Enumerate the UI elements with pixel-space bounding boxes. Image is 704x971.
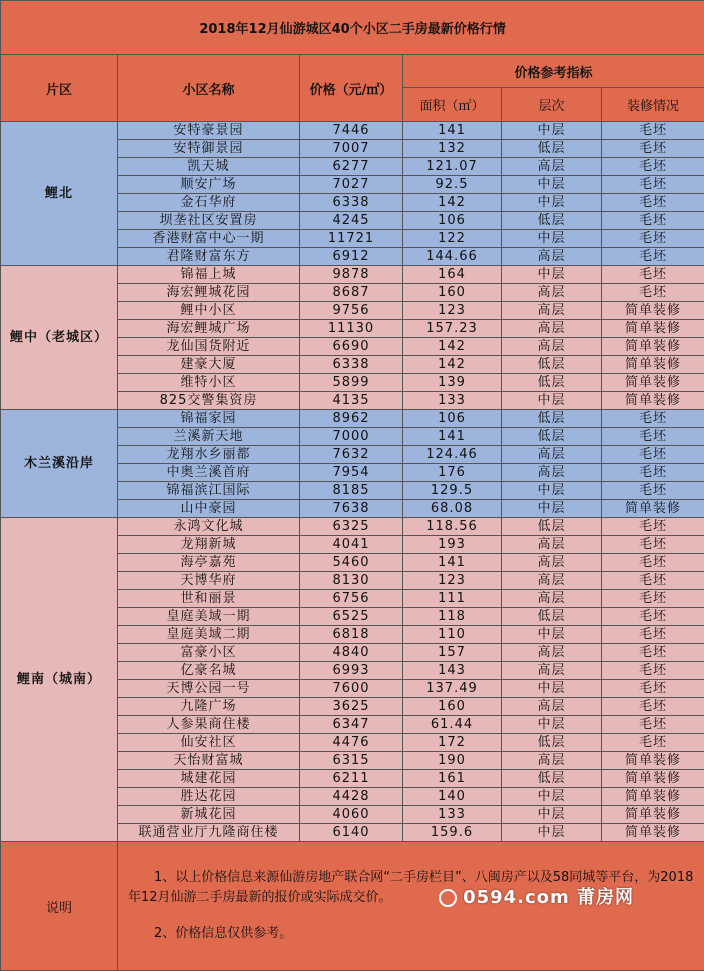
decor-cell: 毛坯 <box>602 266 704 284</box>
notes-text <box>118 842 704 971</box>
floor-cell: 高层 <box>502 752 602 770</box>
community-name-cell: 锦福滨江国际 <box>118 482 300 500</box>
decor-cell: 毛坯 <box>602 428 704 446</box>
decor-cell: 毛坯 <box>602 284 704 302</box>
header-decor: 装修情况 <box>602 88 704 122</box>
community-name-cell: 人参果商住楼 <box>118 716 300 734</box>
floor-cell: 低层 <box>502 518 602 536</box>
price-cell: 4840 <box>300 644 403 662</box>
area-cell: 92.5 <box>403 176 502 194</box>
community-name-cell: 维特小区 <box>118 374 300 392</box>
floor-cell: 高层 <box>502 590 602 608</box>
community-name-cell: 兰溪新天地 <box>118 428 300 446</box>
notes-label: 说明 <box>1 842 118 971</box>
decor-cell: 毛坯 <box>602 734 704 752</box>
area-cell: 68.08 <box>403 500 502 518</box>
price-cell: 4060 <box>300 806 403 824</box>
decor-cell: 毛坯 <box>602 518 704 536</box>
decor-cell: 毛坯 <box>602 158 704 176</box>
price-cell: 11721 <box>300 230 403 248</box>
floor-cell: 高层 <box>502 572 602 590</box>
floor-cell: 高层 <box>502 302 602 320</box>
decor-cell: 简单装修 <box>602 500 704 518</box>
community-name-cell: 鲤中小区 <box>118 302 300 320</box>
floor-cell: 低层 <box>502 212 602 230</box>
area-cell: 124.46 <box>403 446 502 464</box>
watermark <box>439 888 634 908</box>
floor-cell: 高层 <box>502 248 602 266</box>
region-cell: 木兰溪沿岸 <box>1 410 118 518</box>
decor-cell: 毛坯 <box>602 554 704 572</box>
area-cell: 106 <box>403 212 502 230</box>
region-cell: 鲤中（老城区） <box>1 266 118 410</box>
community-name-cell: 建豪大厦 <box>118 356 300 374</box>
price-cell: 4135 <box>300 392 403 410</box>
community-name-cell: 中奥兰溪首府 <box>118 464 300 482</box>
price-cell: 8130 <box>300 572 403 590</box>
decor-cell: 毛坯 <box>602 482 704 500</box>
price-cell: 9756 <box>300 302 403 320</box>
watermark-logo-icon <box>439 889 457 907</box>
price-cell: 6347 <box>300 716 403 734</box>
price-cell: 8962 <box>300 410 403 428</box>
decor-cell: 简单装修 <box>602 374 704 392</box>
decor-cell: 毛坯 <box>602 248 704 266</box>
community-name-cell: 天博公园一号 <box>118 680 300 698</box>
floor-cell: 低层 <box>502 356 602 374</box>
area-cell: 160 <box>403 284 502 302</box>
community-name-cell: 龙翔水乡丽都 <box>118 446 300 464</box>
price-cell: 7632 <box>300 446 403 464</box>
price-cell: 7954 <box>300 464 403 482</box>
header-name: 小区名称 <box>118 55 300 122</box>
price-cell: 7000 <box>300 428 403 446</box>
community-name-cell: 海宏鲤城花园 <box>118 284 300 302</box>
community-name-cell: 永鸿文化城 <box>118 518 300 536</box>
floor-cell: 高层 <box>502 464 602 482</box>
community-name-cell: 顺安广场 <box>118 176 300 194</box>
community-name-cell: 世和丽景 <box>118 590 300 608</box>
decor-cell: 毛坯 <box>602 608 704 626</box>
floor-cell: 低层 <box>502 770 602 788</box>
area-cell: 157.23 <box>403 320 502 338</box>
floor-cell: 中层 <box>502 806 602 824</box>
community-name-cell: 山中豪园 <box>118 500 300 518</box>
area-cell: 118.56 <box>403 518 502 536</box>
area-cell: 142 <box>403 338 502 356</box>
decor-cell: 简单装修 <box>602 752 704 770</box>
decor-cell: 毛坯 <box>602 626 704 644</box>
floor-cell: 中层 <box>502 176 602 194</box>
watermark-text: 0594.com 莆房网 <box>463 888 634 908</box>
area-cell: 142 <box>403 194 502 212</box>
floor-cell: 高层 <box>502 338 602 356</box>
decor-cell: 简单装修 <box>602 770 704 788</box>
community-name-cell: 凯天城 <box>118 158 300 176</box>
community-name-cell: 新城花园 <box>118 806 300 824</box>
floor-cell: 中层 <box>502 680 602 698</box>
community-name-cell: 君隆财富东方 <box>118 248 300 266</box>
area-cell: 142 <box>403 356 502 374</box>
note-line-2: 2、价格信息仅供参考。 <box>128 924 694 944</box>
area-cell: 121.07 <box>403 158 502 176</box>
area-cell: 61.44 <box>403 716 502 734</box>
decor-cell: 简单装修 <box>602 302 704 320</box>
price-cell: 4245 <box>300 212 403 230</box>
decor-cell: 毛坯 <box>602 176 704 194</box>
decor-cell: 毛坯 <box>602 446 704 464</box>
floor-cell: 中层 <box>502 824 602 842</box>
area-cell: 132 <box>403 140 502 158</box>
decor-cell: 简单装修 <box>602 788 704 806</box>
decor-cell: 简单装修 <box>602 320 704 338</box>
area-cell: 172 <box>403 734 502 752</box>
community-name-cell: 九隆广场 <box>118 698 300 716</box>
area-cell: 143 <box>403 662 502 680</box>
community-name-cell: 城建花园 <box>118 770 300 788</box>
area-cell: 141 <box>403 428 502 446</box>
floor-cell: 低层 <box>502 374 602 392</box>
decor-cell: 毛坯 <box>602 410 704 428</box>
table-row <box>1 410 704 428</box>
decor-cell: 毛坯 <box>602 716 704 734</box>
community-name-cell: 龙翔新城 <box>118 536 300 554</box>
price-cell: 3625 <box>300 698 403 716</box>
floor-cell: 中层 <box>502 716 602 734</box>
decor-cell: 毛坯 <box>602 698 704 716</box>
price-cell: 7446 <box>300 122 403 140</box>
header-indicators: 价格参考指标 <box>403 55 704 88</box>
floor-cell: 高层 <box>502 644 602 662</box>
price-cell: 6756 <box>300 590 403 608</box>
decor-cell: 毛坯 <box>602 194 704 212</box>
decor-cell: 简单装修 <box>602 356 704 374</box>
community-name-cell: 联通营业厅九隆商住楼 <box>118 824 300 842</box>
area-cell: 122 <box>403 230 502 248</box>
price-cell: 6818 <box>300 626 403 644</box>
community-name-cell: 龙仙国货附近 <box>118 338 300 356</box>
floor-cell: 中层 <box>502 230 602 248</box>
community-name-cell: 胜达花园 <box>118 788 300 806</box>
floor-cell: 高层 <box>502 698 602 716</box>
community-name-cell: 天怡财富城 <box>118 752 300 770</box>
decor-cell: 毛坯 <box>602 536 704 554</box>
area-cell: 129.5 <box>403 482 502 500</box>
price-cell: 5460 <box>300 554 403 572</box>
community-name-cell: 锦福上城 <box>118 266 300 284</box>
area-cell: 133 <box>403 806 502 824</box>
decor-cell: 简单装修 <box>602 392 704 410</box>
floor-cell: 中层 <box>502 788 602 806</box>
decor-cell: 毛坯 <box>602 464 704 482</box>
decor-cell: 毛坯 <box>602 212 704 230</box>
community-name-cell: 天博华府 <box>118 572 300 590</box>
floor-cell: 高层 <box>502 536 602 554</box>
community-name-cell: 安特御景园 <box>118 140 300 158</box>
floor-cell: 低层 <box>502 140 602 158</box>
area-cell: 123 <box>403 572 502 590</box>
decor-cell: 毛坯 <box>602 122 704 140</box>
price-cell: 8185 <box>300 482 403 500</box>
floor-cell: 高层 <box>502 446 602 464</box>
area-cell: 110 <box>403 626 502 644</box>
decor-cell: 毛坯 <box>602 230 704 248</box>
community-name-cell: 海宏鲤城广场 <box>118 320 300 338</box>
area-cell: 141 <box>403 554 502 572</box>
area-cell: 160 <box>403 698 502 716</box>
header-region: 片区 <box>1 55 118 122</box>
table-row <box>1 122 704 140</box>
floor-cell: 高层 <box>502 662 602 680</box>
decor-cell: 毛坯 <box>602 140 704 158</box>
price-cell: 6211 <box>300 770 403 788</box>
community-name-cell: 825交警集资房 <box>118 392 300 410</box>
community-name-cell: 坝垄社区安置房 <box>118 212 300 230</box>
decor-cell: 简单装修 <box>602 806 704 824</box>
decor-cell: 毛坯 <box>602 644 704 662</box>
floor-cell: 中层 <box>502 266 602 284</box>
area-cell: 164 <box>403 266 502 284</box>
area-cell: 139 <box>403 374 502 392</box>
header-area: 面积（㎡） <box>403 88 502 122</box>
community-name-cell: 皇庭美域一期 <box>118 608 300 626</box>
price-cell: 7007 <box>300 140 403 158</box>
floor-cell: 高层 <box>502 158 602 176</box>
area-cell: 176 <box>403 464 502 482</box>
area-cell: 118 <box>403 608 502 626</box>
area-cell: 159.6 <box>403 824 502 842</box>
floor-cell: 中层 <box>502 122 602 140</box>
area-cell: 141 <box>403 122 502 140</box>
price-cell: 6315 <box>300 752 403 770</box>
floor-cell: 中层 <box>502 482 602 500</box>
floor-cell: 中层 <box>502 626 602 644</box>
community-name-cell: 亿豪名城 <box>118 662 300 680</box>
region-cell: 鲤北 <box>1 122 118 266</box>
table-title: 2018年12月仙游城区40个小区二手房最新价格行情 <box>1 1 704 55</box>
price-cell: 6338 <box>300 194 403 212</box>
price-cell: 6140 <box>300 824 403 842</box>
area-cell: 140 <box>403 788 502 806</box>
community-name-cell: 锦福家园 <box>118 410 300 428</box>
area-cell: 106 <box>403 410 502 428</box>
community-name-cell: 海亭嘉苑 <box>118 554 300 572</box>
community-name-cell: 皇庭美域二期 <box>118 626 300 644</box>
area-cell: 193 <box>403 536 502 554</box>
community-name-cell: 香港财富中心一期 <box>118 230 300 248</box>
table-row <box>1 266 704 284</box>
header-price: 价格（元/㎡） <box>300 55 403 122</box>
price-cell: 6993 <box>300 662 403 680</box>
price-cell: 8687 <box>300 284 403 302</box>
price-cell: 4476 <box>300 734 403 752</box>
price-cell: 4041 <box>300 536 403 554</box>
notes-row <box>1 842 704 971</box>
floor-cell: 高层 <box>502 320 602 338</box>
table-row <box>1 518 704 536</box>
area-cell: 144.66 <box>403 248 502 266</box>
area-cell: 161 <box>403 770 502 788</box>
decor-cell: 简单装修 <box>602 824 704 842</box>
floor-cell: 低层 <box>502 428 602 446</box>
region-cell: 鲤南（城南） <box>1 518 118 842</box>
community-name-cell: 金石华府 <box>118 194 300 212</box>
floor-cell: 高层 <box>502 284 602 302</box>
price-cell: 6338 <box>300 356 403 374</box>
floor-cell: 高层 <box>502 554 602 572</box>
area-cell: 137.49 <box>403 680 502 698</box>
decor-cell: 毛坯 <box>602 680 704 698</box>
price-cell: 7600 <box>300 680 403 698</box>
price-cell: 7638 <box>300 500 403 518</box>
community-name-cell: 安特豪景园 <box>118 122 300 140</box>
decor-cell: 毛坯 <box>602 590 704 608</box>
area-cell: 190 <box>403 752 502 770</box>
decor-cell: 毛坯 <box>602 662 704 680</box>
price-cell: 6690 <box>300 338 403 356</box>
price-cell: 9878 <box>300 266 403 284</box>
price-cell: 5899 <box>300 374 403 392</box>
floor-cell: 中层 <box>502 392 602 410</box>
note-line-1: 1、以上价格信息来源仙游房地产联合网“二手房栏目”、八闽房产以及58同城等平台，为2018年12月仙游二手房最新的报价或实际成交价。 <box>128 868 694 908</box>
floor-cell: 低层 <box>502 608 602 626</box>
price-cell: 4428 <box>300 788 403 806</box>
area-cell: 133 <box>403 392 502 410</box>
community-name-cell: 富豪小区 <box>118 644 300 662</box>
price-cell: 6277 <box>300 158 403 176</box>
decor-cell: 简单装修 <box>602 338 704 356</box>
price-cell: 11130 <box>300 320 403 338</box>
community-name-cell: 仙安社区 <box>118 734 300 752</box>
floor-cell: 中层 <box>502 194 602 212</box>
area-cell: 123 <box>403 302 502 320</box>
decor-cell: 毛坯 <box>602 572 704 590</box>
price-cell: 6325 <box>300 518 403 536</box>
header-floor: 层次 <box>502 88 602 122</box>
price-cell: 6912 <box>300 248 403 266</box>
area-cell: 157 <box>403 644 502 662</box>
price-cell: 6525 <box>300 608 403 626</box>
floor-cell: 中层 <box>502 500 602 518</box>
area-cell: 111 <box>403 590 502 608</box>
price-cell: 7027 <box>300 176 403 194</box>
floor-cell: 低层 <box>502 410 602 428</box>
floor-cell: 低层 <box>502 734 602 752</box>
